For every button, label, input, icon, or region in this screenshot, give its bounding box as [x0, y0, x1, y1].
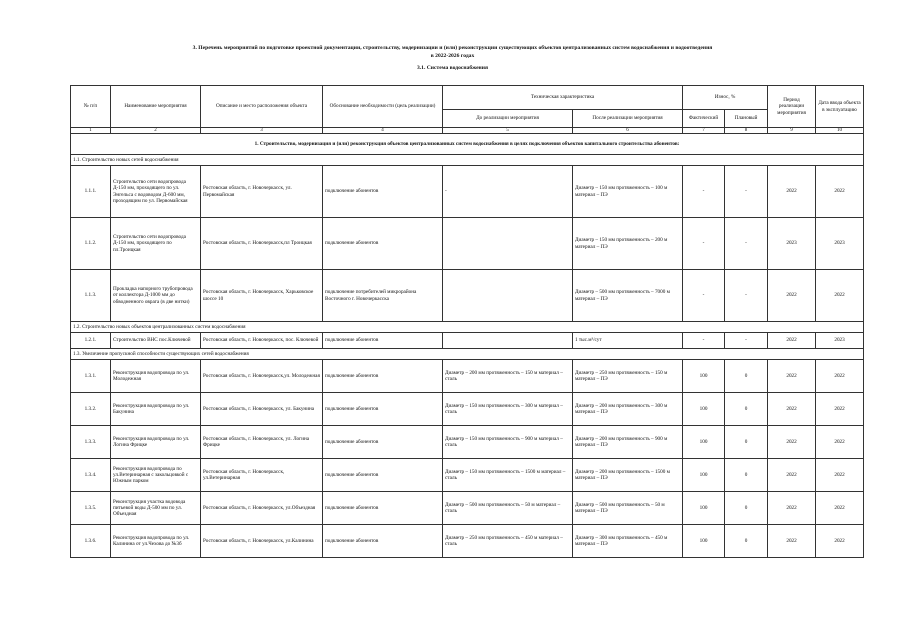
- cell-place: Ростовская область, г. Новочеркасск, ул.Ветеринарная: [201, 459, 323, 492]
- cell-place: Ростовская область, г. Новочеркасск,ул. Молодежная: [201, 360, 323, 393]
- cell-before: -: [443, 166, 573, 218]
- document-title: 3. Перечень мероприятий по подготовке проектной документации, строительству, модернизации и (или) реконструкции существующих объектов централизованных систем водоснабжения и водоотведения: [192, 45, 713, 51]
- cell-fact: 100: [683, 459, 725, 492]
- cell-fact: 100: [683, 426, 725, 459]
- cell-name: Реконструкция водопровода по ул.Ветеринарная с закольцовкой с Южным парком: [111, 459, 201, 492]
- cell-date: 2022: [816, 360, 864, 393]
- col-number: 2: [111, 128, 201, 134]
- col-number: 7: [683, 128, 725, 134]
- cell-after: Диаметр – 300 мм протяженность – 450 м материал – ПЭ: [573, 525, 683, 558]
- cell-reason: подключение абонентов: [323, 393, 443, 426]
- subsection-row: [71, 349, 864, 360]
- header-name: Наименование мероприятия: [111, 86, 201, 128]
- table-row: [71, 166, 864, 218]
- col-number: 3: [201, 128, 323, 134]
- document-period: в 2022-2026 годах: [430, 53, 475, 59]
- cell-after: Диаметр – 200 мм протяженность – 900 м материал – ПЭ: [573, 426, 683, 459]
- col-number: 1: [71, 128, 111, 134]
- cell-num: 1.3.5.: [71, 492, 111, 525]
- cell-date: 2022: [816, 459, 864, 492]
- cell-num: 1.3.3.: [71, 426, 111, 459]
- table-row: [71, 525, 864, 558]
- cell-num: 1.2.1.: [71, 333, 111, 349]
- measures-table: [70, 85, 864, 558]
- cell-after: Диаметр – 200 мм протяженность – 1500 м материал – ПЭ: [573, 459, 683, 492]
- cell-name: Реконструкция водопровода по ул. Молодежная: [111, 360, 201, 393]
- cell-fact: 100: [683, 393, 725, 426]
- header-date: Дата ввода объекта в эксплуатацию: [816, 86, 864, 128]
- col-number: 8: [725, 128, 768, 134]
- cell-name: Реконструкция участка водовода питьевой воды Д-500 мм по ул. Объездная: [111, 492, 201, 525]
- cell-before: Диаметр – 200 мм протяженность – 150 м материал – сталь: [443, 360, 573, 393]
- cell-plan: 0: [725, 459, 768, 492]
- subsection-heading: 1.3. Увеличение пропускной способности существующих сетей водоснабжения: [71, 349, 864, 360]
- cell-date: 2022: [816, 393, 864, 426]
- cell-place: Ростовская область, г. Новочеркасск, ул. Бакунина: [201, 393, 323, 426]
- cell-after: Диаметр – 500 мм протяженность – 50 м материал – ПЭ: [573, 492, 683, 525]
- header-wear: Износ, %: [683, 86, 768, 110]
- cell-reason: подключение абонентов: [323, 525, 443, 558]
- cell-place: Ростовская область, г. Новочеркасск, ул. Первомайская: [201, 166, 323, 218]
- cell-after: 1 тыс.м³/сут: [573, 333, 683, 349]
- cell-place: Ростовская область, г. Новочеркасск, ул.Калинина: [201, 525, 323, 558]
- header-tech-after: После реализации мероприятия: [573, 110, 683, 128]
- header-place: Описание и место расположения объекта: [201, 86, 323, 128]
- cell-after: Диаметр – 200 мм протяженность – 300 м материал – ПЭ: [573, 393, 683, 426]
- cell-fact: -: [683, 270, 725, 322]
- table-row: [71, 426, 864, 459]
- header-wear-fact: Фактический: [683, 110, 725, 128]
- cell-fact: -: [683, 166, 725, 218]
- cell-before: Диаметр – 500 мм протяженность – 50 м материал – сталь: [443, 492, 573, 525]
- cell-reason: подключение абонентов: [323, 166, 443, 218]
- table-row: [71, 459, 864, 492]
- table-row: [71, 270, 864, 322]
- table-row: [71, 360, 864, 393]
- cell-plan: -: [725, 218, 768, 270]
- table-row: [71, 492, 864, 525]
- table-row: [71, 393, 864, 426]
- subsection-heading: 1.2. Строительство новых объектов централизованных систем водоснабжения: [71, 322, 864, 333]
- cell-period: 2022: [768, 525, 816, 558]
- cell-date: 2022: [816, 166, 864, 218]
- col-number: 4: [323, 128, 443, 134]
- cell-date: 2022: [816, 426, 864, 459]
- cell-plan: -: [725, 166, 768, 218]
- table-row: [71, 333, 864, 349]
- cell-place: Ростовская область, г. Новочеркасск, ул.Объездная: [201, 492, 323, 525]
- table-row: [71, 218, 864, 270]
- cell-num: 1.3.1.: [71, 360, 111, 393]
- cell-num: 1.3.6.: [71, 525, 111, 558]
- cell-place: Ростовская область, г. Новочеркасск,пл Троицкая: [201, 218, 323, 270]
- cell-after: Диаметр – 250 мм протяженность – 150 м материал – ПЭ: [573, 360, 683, 393]
- cell-num: 1.1.2.: [71, 218, 111, 270]
- cell-date: 2022: [816, 525, 864, 558]
- col-number: 5: [443, 128, 573, 134]
- cell-period: 2022: [768, 333, 816, 349]
- cell-name: Реконструкция водопровода по ул. Калинина от ул.Чехова до №3б: [111, 525, 201, 558]
- cell-period: 2022: [768, 166, 816, 218]
- cell-before: Диаметр – 250 мм протяженность – 450 м материал – сталь: [443, 525, 573, 558]
- cell-num: 1.3.4.: [71, 459, 111, 492]
- cell-before: [443, 218, 573, 270]
- cell-reason: подключение абонентов: [323, 360, 443, 393]
- header-row: [71, 86, 864, 110]
- header-num: № п/п: [71, 86, 111, 128]
- cell-before: [443, 270, 573, 322]
- cell-fact: 100: [683, 492, 725, 525]
- cell-place: Ростовская область, г. Новочеркасск, Харьковское шоссе 10: [201, 270, 323, 322]
- cell-name: Реконструкция водопровода по ул. Бакунина: [111, 393, 201, 426]
- cell-fact: -: [683, 333, 725, 349]
- cell-period: 2022: [768, 426, 816, 459]
- cell-plan: -: [725, 270, 768, 322]
- cell-date: 2023: [816, 333, 864, 349]
- cell-plan: 0: [725, 360, 768, 393]
- cell-place: Ростовская область, г. Новочеркасск, ул. Логина Фрицке: [201, 426, 323, 459]
- cell-reason: подключение абонентов: [323, 492, 443, 525]
- cell-name: Строительство сети водопровода Д-150 мм, проходящего по ул. Энгельса с водоводом Д-600 мм, проходящим по ул. Первомайская: [111, 166, 201, 218]
- cell-before: Диаметр – 150 мм протяженность – 900 м материал – сталь: [443, 426, 573, 459]
- cell-plan: -: [725, 333, 768, 349]
- cell-date: 2023: [816, 218, 864, 270]
- header-tech-before: До реализации мероприятия: [443, 110, 573, 128]
- cell-period: 2023: [768, 218, 816, 270]
- cell-period: 2022: [768, 270, 816, 322]
- cell-name: Строительство сети водопровода Д-150 мм, проходящего по пл.Троицкая: [111, 218, 201, 270]
- col-number: 6: [573, 128, 683, 134]
- cell-num: 1.3.2.: [71, 393, 111, 426]
- cell-period: 2022: [768, 459, 816, 492]
- cell-after: Диаметр – 150 мм протяженность – 200 м материал – ПЭ: [573, 218, 683, 270]
- cell-num: 1.1.3.: [71, 270, 111, 322]
- cell-period: 2022: [768, 360, 816, 393]
- cell-reason: подключение абонентов: [323, 426, 443, 459]
- col-number: 10: [816, 128, 864, 134]
- header-reason: Обоснование необходимости (цель реализации): [323, 86, 443, 128]
- cell-period: 2022: [768, 393, 816, 426]
- col-number: 9: [768, 128, 816, 134]
- cell-before: Диаметр – 150 мм протяженность – 300 м материал – сталь: [443, 393, 573, 426]
- cell-fact: 100: [683, 360, 725, 393]
- cell-plan: 0: [725, 393, 768, 426]
- cell-reason: подключение абонентов: [323, 218, 443, 270]
- cell-num: 1.1.1.: [71, 166, 111, 218]
- cell-name: Строительство ВНС пос.Ключевой: [111, 333, 201, 349]
- section-heading: 1. Строительство, модернизация и (или) реконструкция объектов централизованных систем водоснабжения в целях подключения объектов капитального строительства абонентов:: [71, 134, 864, 155]
- subsection-heading: 1.1. Строительство новых сетей водоснабжения: [71, 155, 864, 166]
- cell-fact: 100: [683, 525, 725, 558]
- cell-reason: подключение потребителей микрорайона Восточного г. Новочеркасска: [323, 270, 443, 322]
- cell-reason: подключение абонентов: [323, 459, 443, 492]
- cell-date: 2022: [816, 492, 864, 525]
- subsection-row: [71, 322, 864, 333]
- cell-before: Диаметр – 150 мм протяженность – 1500 м материал – сталь: [443, 459, 573, 492]
- cell-place: Ростовская область, г. Новочеркасск, пос. Ключевой: [201, 333, 323, 349]
- header-tech: Техническая характеристика: [443, 86, 683, 110]
- cell-plan: 0: [725, 525, 768, 558]
- cell-plan: 0: [725, 492, 768, 525]
- cell-before: [443, 333, 573, 349]
- cell-plan: 0: [725, 426, 768, 459]
- cell-name: Прокладка напорного трубопровода от коллектора Д-1000 мм до обводненного оврага (в две нитки): [111, 270, 201, 322]
- header-wear-plan: Плановый: [725, 110, 768, 128]
- cell-period: 2022: [768, 492, 816, 525]
- cell-after: Диаметр – 500 мм протяженность – 7000 м материал – ПЭ: [573, 270, 683, 322]
- cell-name: Реконструкция водопровода по ул. Логина Фрицке: [111, 426, 201, 459]
- section-title: 3.1. Система водоснабжения: [416, 65, 489, 71]
- cell-after: Диаметр – 150 мм протяженность – 100 м материал – ПЭ: [573, 166, 683, 218]
- header-period: Период реализации мероприятия: [768, 86, 816, 128]
- cell-fact: -: [683, 218, 725, 270]
- section-row: [71, 134, 864, 155]
- subsection-row: [71, 155, 864, 166]
- cell-date: 2022: [816, 270, 864, 322]
- cell-reason: подключение абонентов: [323, 333, 443, 349]
